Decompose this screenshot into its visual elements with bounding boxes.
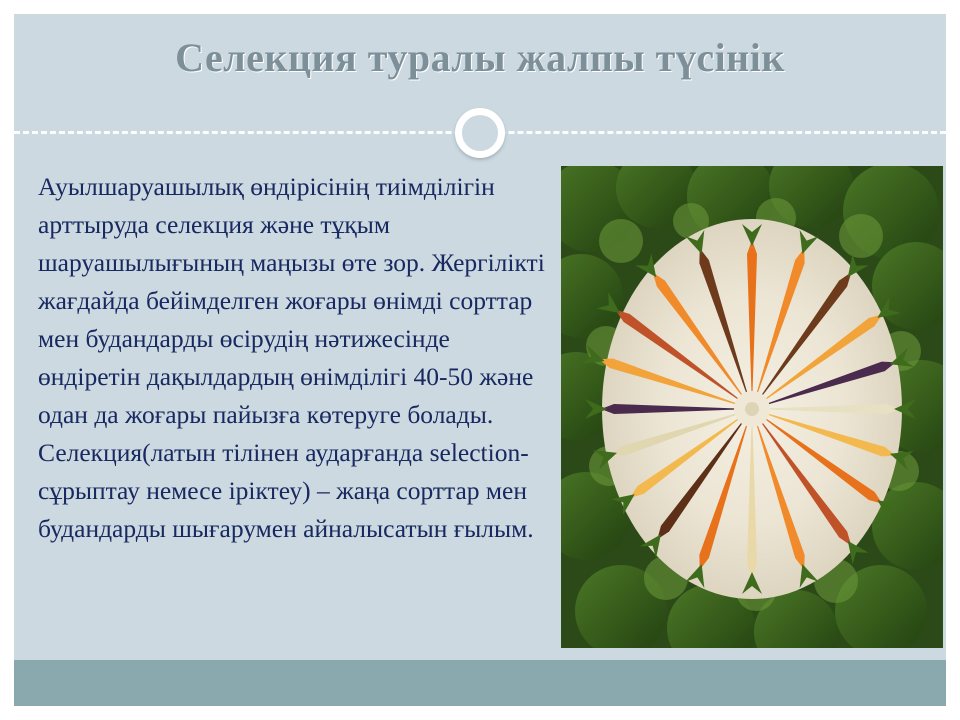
page-title: Селекция туралы жалпы түсінік	[175, 35, 785, 80]
circle-ornament-icon	[455, 108, 505, 158]
carrot-variety-photo	[561, 166, 943, 648]
body-text: Ауылшаруашылық өндірісінің тиімділігін арттыруда селекция және тұқым шаруашылығының маңызы өте зор. Жергілікті жағдайда бейімделген жоғары өнімді сорттар мен будандарды өсірудің нәтижесінде өндіретін дақылдардың өнімділігі 40-50 және одан да жоғары пайызға көтеруге болады. Селекция(латын тілінен аударғанда selection- сұрыптау немесе іріктеу) – жаңа сорттар мен будандарды шығарумен айналысатын ғылым.	[38, 172, 545, 543]
footer-band	[14, 660, 946, 706]
